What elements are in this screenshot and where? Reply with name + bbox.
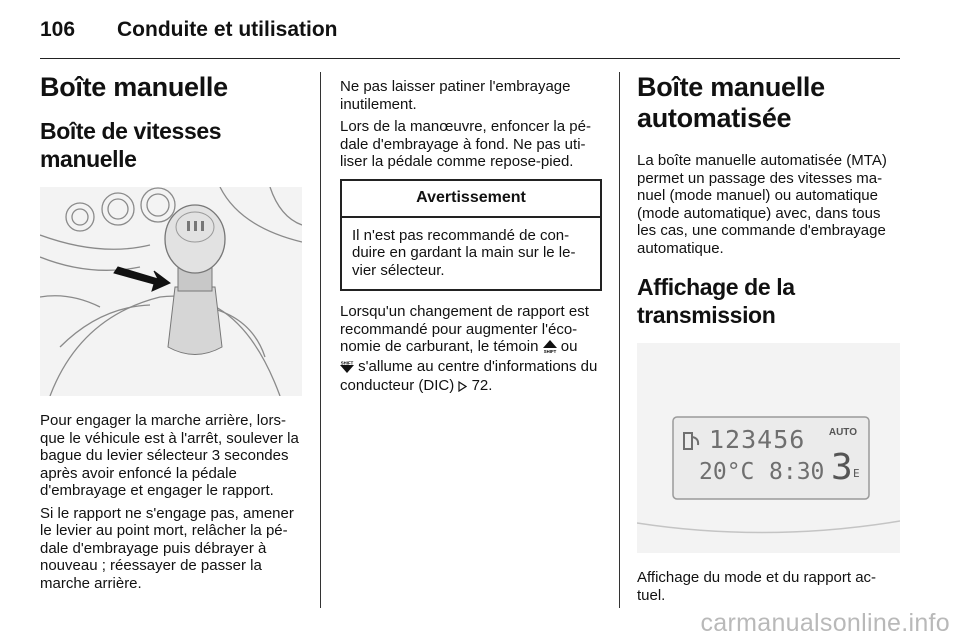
- paragraph-reverse-gear: Pour engager la marche arrière, lors-que le véhicule est à l'arrêt, soulever la bague du levier sélecteur 3 secondes après avoir enfoncé la pédale d'embrayage et engager le rapport.: [40, 412, 299, 499]
- shift-text-part1: Lorsqu'un changement de rapport est recommandé pour augmenter l'éco-nomie de carburant, le témoin: [340, 303, 589, 355]
- page-number: 106: [40, 18, 76, 41]
- section-subheading: Boîte de vitesses manuelle: [40, 118, 222, 172]
- temperature-value: 20°C: [699, 459, 755, 485]
- paragraph-clutch-slip: Ne pas laisser patiner l'embrayage inutilement.: [340, 78, 571, 113]
- gear-mode-suffix: E: [853, 467, 860, 480]
- odometer-value: 123456: [709, 425, 806, 454]
- shift-down-label: SHIFT: [340, 359, 354, 365]
- paragraph-mta-intro: La boîte manuelle automatisée (MTA) permet un passage des vitesses ma-nuel (mode manuel) ou automatique (mode automatique) avec, dans tous les cas, une commande d'embrayage automatique.: [637, 152, 887, 257]
- column-automated-gearbox: [637, 72, 903, 604]
- warning-title: Avertissement: [342, 181, 600, 218]
- paragraph-clutch-pedal: Lors de la manœuvre, enfoncer la pé-dale d'embrayage à fond. Ne pas uti-liser la pédale comme repose-pied.: [340, 118, 591, 170]
- page-reference: 72.: [471, 377, 493, 394]
- section-heading-mta: Boîte manuelle automatisée: [637, 72, 825, 133]
- column-clutch: [340, 72, 602, 397]
- gear-lever-figure: [40, 187, 302, 396]
- shift-down-icon: [340, 360, 354, 378]
- column-divider-2: [619, 72, 620, 608]
- shift-text-part2: s'allume au centre d'informations du conducteur (DIC): [340, 357, 598, 394]
- header-rule: [40, 58, 900, 59]
- mode-indicator: AUTO: [828, 427, 857, 438]
- gear-indicator: 3: [831, 447, 853, 488]
- shift-up-label: SHIFT: [543, 348, 556, 353]
- lcd-display: [681, 425, 861, 489]
- section-heading: Boîte manuelle: [40, 72, 228, 102]
- paragraph-reverse-retry: Si le rapport ne s'engage pas, amener le levier au point mort, relâcher la pé-dale d'embrayage puis débrayer à nouveau ; réessayer de passer la marche arrière.: [40, 504, 294, 592]
- shift-up-icon: [543, 340, 557, 358]
- warning-text: Il n'est pas recommandé de con-duire en gardant la main sur le le-vier sélecteur.: [352, 226, 576, 279]
- gear-lever-illustration-icon: [40, 187, 302, 396]
- warning-box: [340, 179, 602, 292]
- paragraph-shift-indicator: [340, 303, 602, 397]
- column-manual-gearbox: [40, 72, 304, 592]
- transmission-display-figure: [637, 343, 900, 553]
- fuel-tank-icon: [681, 429, 703, 455]
- running-title: Conduite et utilisation: [117, 18, 338, 41]
- page-reference-icon: [458, 379, 467, 397]
- watermark: carmanualsonline.info: [700, 609, 950, 637]
- column-divider-1: [320, 72, 321, 608]
- shift-text-or: ou: [560, 338, 578, 355]
- page-header: [40, 18, 920, 48]
- clock-value: 8:30: [769, 459, 825, 485]
- section-subheading-display: Affichage de la transmission: [637, 274, 795, 328]
- figure-caption: Affichage du mode et du rapport ac-tuel.: [637, 569, 877, 604]
